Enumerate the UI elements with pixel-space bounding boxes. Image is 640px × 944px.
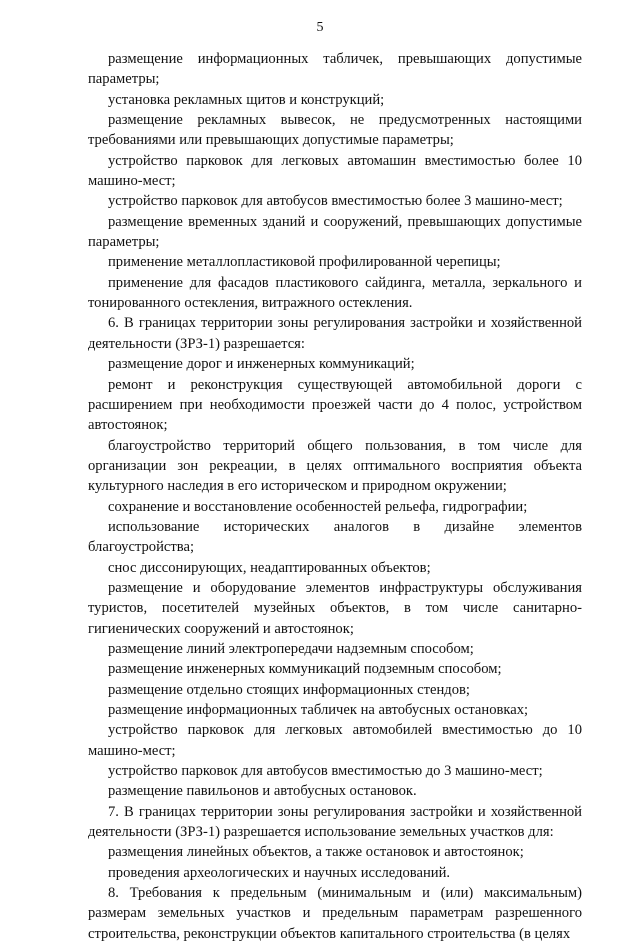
paragraph: размещение отдельно стоящих информационных стендов; [108,681,470,698]
paragraph: проведения археологических и научных исследований. [108,864,451,881]
paragraph: размещение информационных табличек на автобусных остановках; [108,702,529,718]
paragraph: размещения линейных объектов, а также остановок и автостоянок; [108,844,524,861]
section-paragraph-6: 6. В границах территории зоны регулирования застройки и хозяйственной деятельности (ЗРЗ-1) разрешается: [88,315,582,352]
paragraph: благоустройство территорий общего пользования, в том числе для организации зон рекреации, в целях оптимального восприятия объекта культурного наследия в его историческом и природном окружении; [88,437,582,495]
paragraph: устройство парковок для автобусов вместимостью более 3 машино-мест; [108,193,563,210]
paragraph: использование исторических аналогов в дизайне элементов благоустройства; [88,518,582,556]
paragraph: размещение линий электропередачи надземным способом; [108,640,474,657]
document-body [88,49,582,944]
paragraph: применение металлопластиковой профилированной черепицы; [108,254,501,271]
paragraph: снос диссонирующих, неадаптированных объектов; [108,559,431,576]
paragraph: размещение и оборудование элементов инфраструктуры обслуживания туристов, посетителей музейных объектов, в том числе санитарно-гигиенических сооружений и автостоянок; [88,579,582,637]
section-paragraph-7: 7. В границах территории зоны регулирования застройки и хозяйственной деятельности (ЗРЗ-1) разрешается использование земельных участков для: [88,803,582,841]
paragraph: размещение дорог и инженерных коммуникаций; [108,356,415,373]
paragraph: устройство парковок для автобусов вместимостью до 3 машино-мест; [108,763,543,780]
paragraph: устройство парковок для легковых автомашин вместимостью более 10 машино-мест; [88,152,582,190]
paragraph: применение для фасадов пластикового сайдинга, металла, зеркального и тонированного остекления, витражного остекления. [88,274,582,312]
paragraph: размещение информационных табличек, превышающих допустимые параметры; [88,51,582,88]
paragraph: размещение павильонов и автобусных остановок. [108,783,417,800]
section-paragraph-8: 8. Требования к предельным (минимальным и (или) максимальным) размерам земельных участков и предельным параметрам разрешенного строительства, реконструкции объектов капитального строительства (в целях [88,885,582,942]
paragraph: сохранение и восстановление особенностей рельефа, гидрографии; [108,498,528,515]
page-number: 5 [316,20,324,35]
paragraph: размещение рекламных вывесок, не предусмотренных настоящими требованиями или превышающих допустимые параметры; [88,112,582,149]
paragraph: размещение временных зданий и сооружений, превышающих допустимые параметры; [88,213,582,251]
paragraph: размещение инженерных коммуникаций подземным способом; [108,661,502,678]
paragraph: устройство парковок для легковых автомобилей вместимостью до 10 машино-мест; [88,722,582,759]
paragraph: ремонт и реконструкция существующей автомобильной дороги с расширением при необходимости проезжей части до 4 полос, устройством автостоянок; [88,376,582,434]
paragraph: установка рекламных щитов и конструкций; [108,91,385,108]
